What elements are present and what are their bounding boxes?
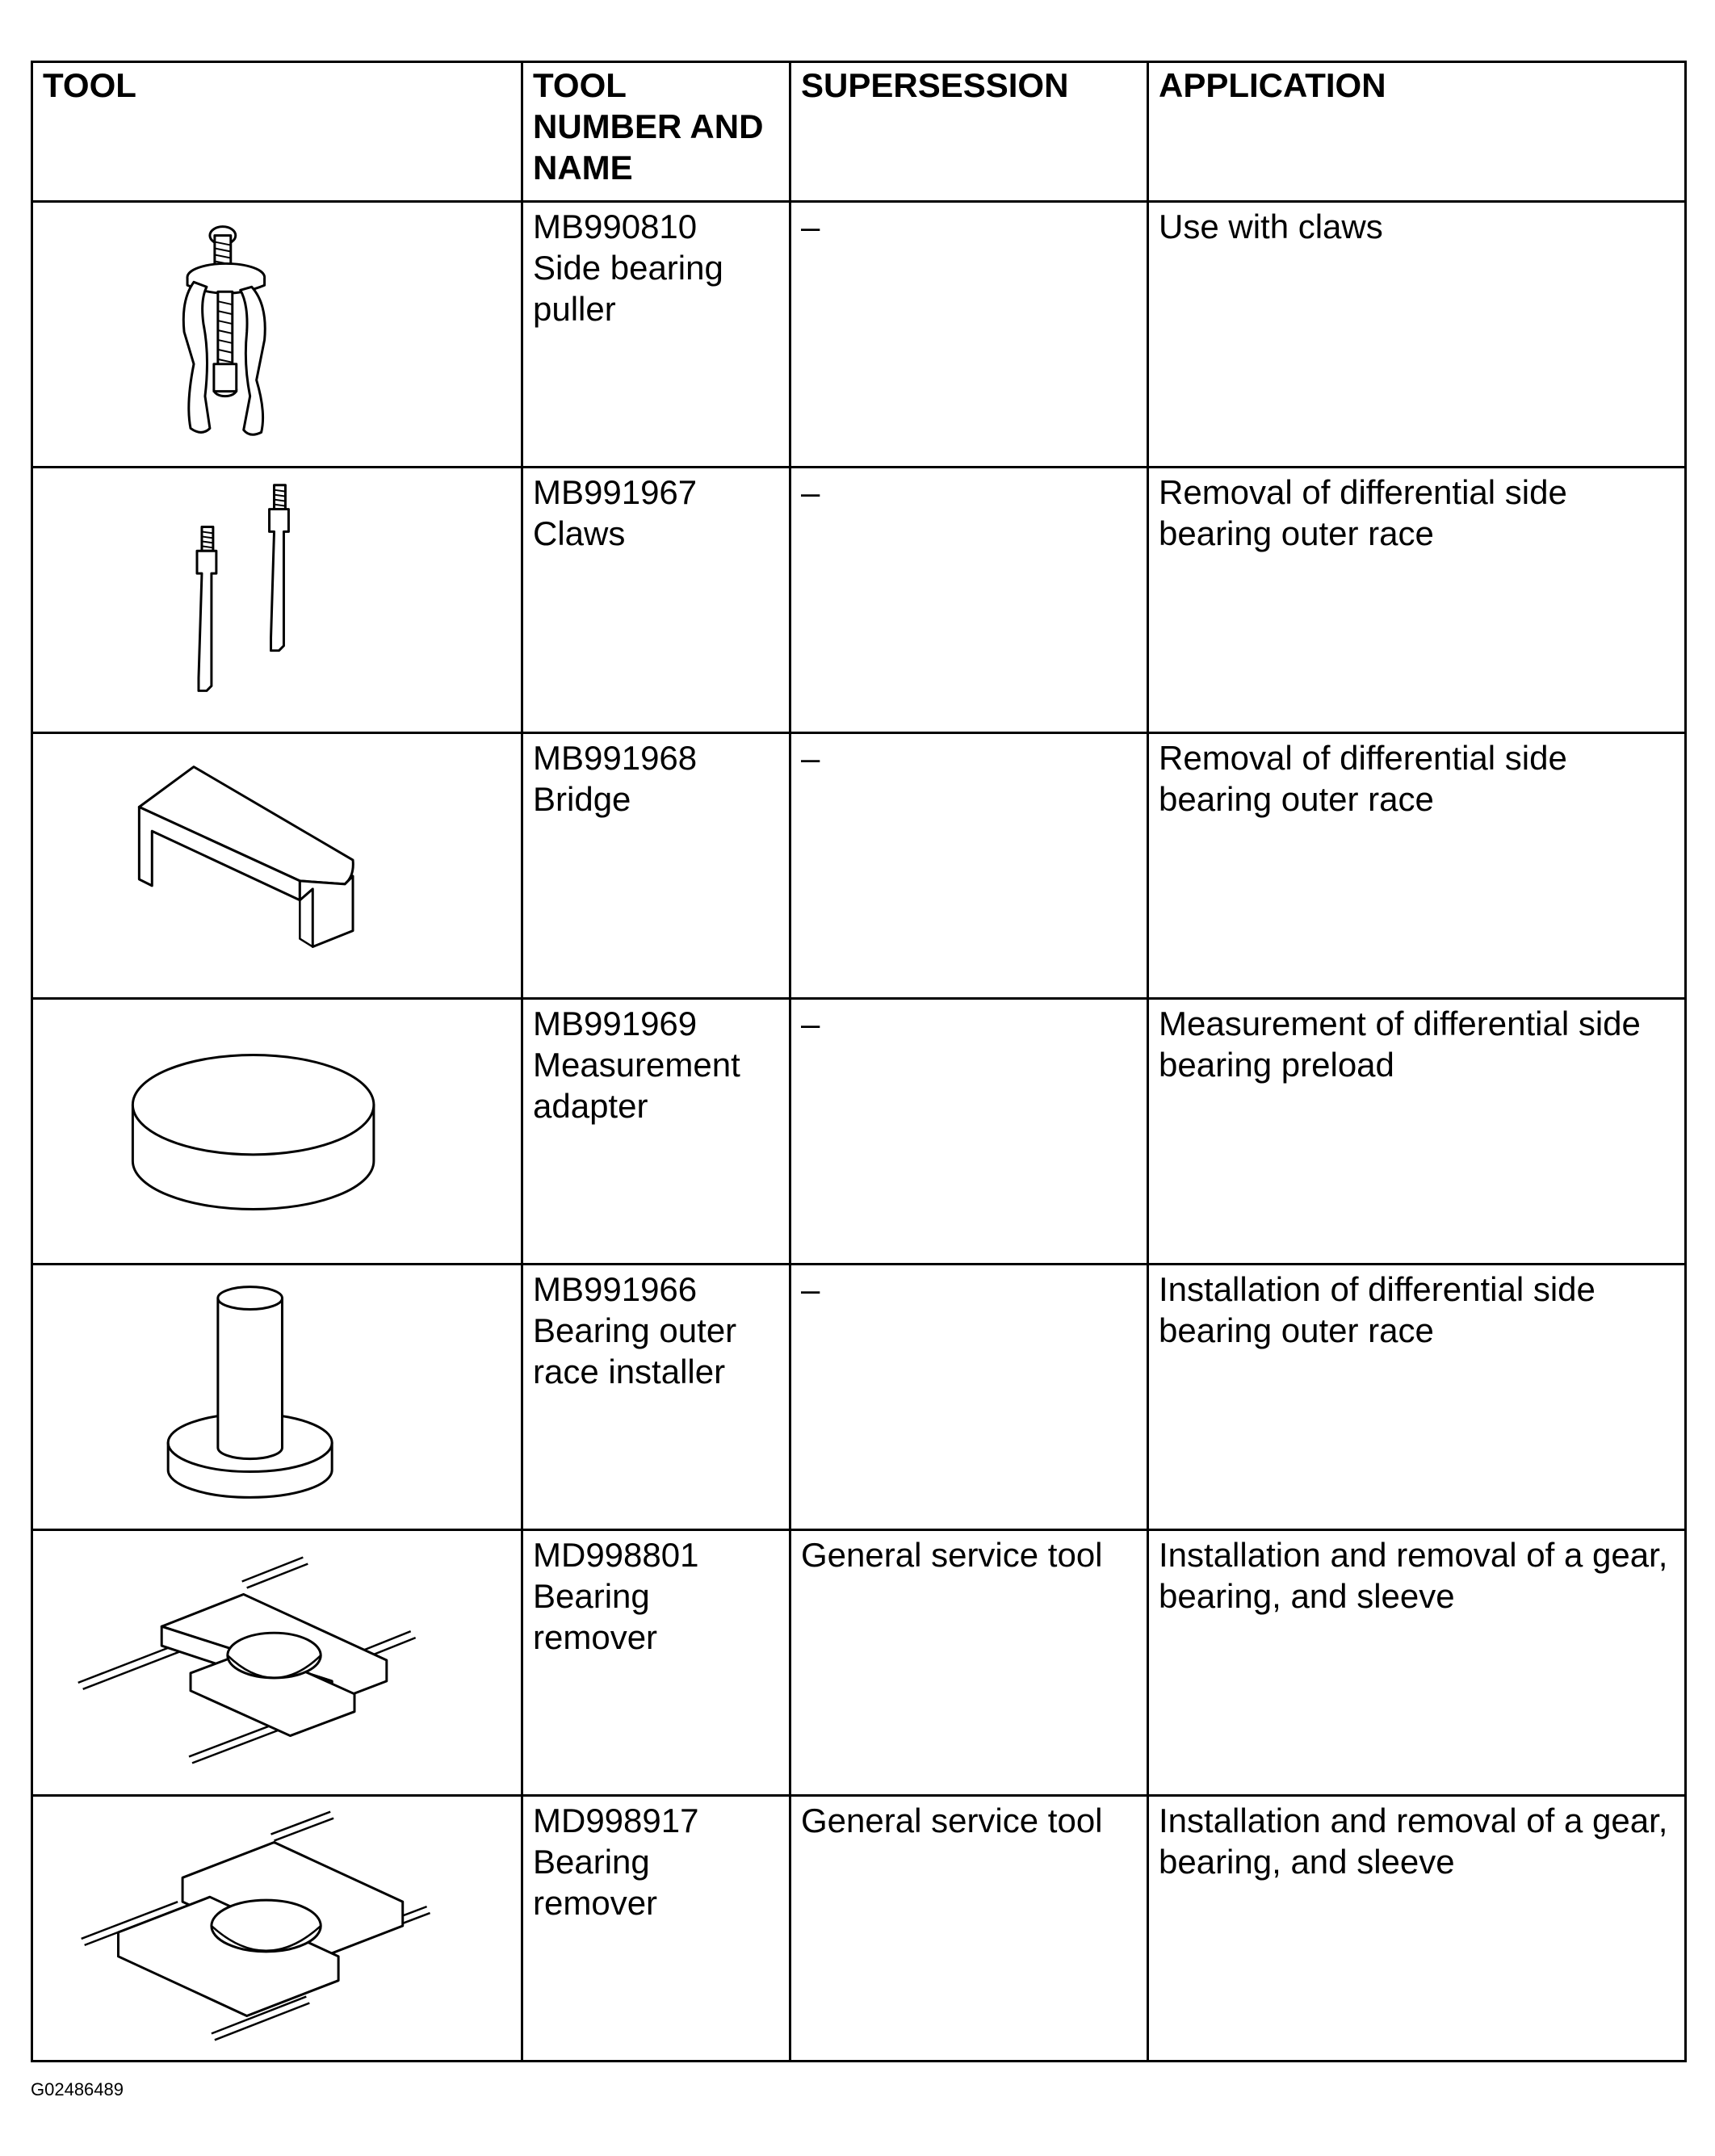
tool-number-cell	[522, 468, 790, 733]
header-application: APPLICATION	[1148, 62, 1686, 202]
supersession-value: General service tool	[801, 1536, 1103, 1574]
application-cell	[1148, 468, 1686, 733]
application-value: Installation and removal of a gear, bearing, and sleeve	[1159, 1536, 1668, 1615]
tool-name: Bearing outer race installer	[533, 1311, 737, 1390]
header-row	[32, 62, 1686, 202]
figure-code: G02486489	[31, 2079, 124, 2099]
tool-image-cell	[32, 733, 522, 999]
tool-name: Side bearing puller	[533, 249, 723, 328]
tool-number-cell	[522, 733, 790, 999]
supersession-cell	[790, 733, 1148, 999]
tool-number-cell	[522, 1265, 790, 1530]
supersession-value: –	[801, 1005, 820, 1042]
supersession-cell	[790, 1530, 1148, 1796]
application-value: Removal of differential side bearing outer race	[1159, 739, 1567, 818]
supersession-cell	[790, 999, 1148, 1265]
application-cell	[1148, 999, 1686, 1265]
supersession-value: –	[801, 208, 820, 245]
header-tool: TOOL	[32, 62, 522, 202]
supersession-value: –	[801, 473, 820, 511]
side-bearing-puller-illustration	[33, 203, 521, 466]
supersession-cell	[790, 468, 1148, 733]
header-tool-number-and-name: TOOL NUMBER AND NAME	[522, 62, 790, 202]
supersession-value: –	[801, 1270, 820, 1308]
measurement-adapter-illustration	[33, 1000, 521, 1263]
application-value: Removal of differential side bearing outer race	[1159, 473, 1567, 552]
supersession-value: General service tool	[801, 1802, 1103, 1839]
application-value: Measurement of differential side bearing preload	[1159, 1005, 1641, 1084]
tool-number-cell	[522, 202, 790, 468]
table-row	[32, 1265, 1686, 1530]
tool-number-cell	[522, 1796, 790, 2062]
application-value: Use with claws	[1159, 208, 1383, 245]
supersession-value: –	[801, 739, 820, 777]
table-row	[32, 1796, 1686, 2062]
tool-image-cell	[32, 468, 522, 733]
header-supersession: SUPERSESSION	[790, 62, 1148, 202]
application-value: Installation and removal of a gear, bearing, and sleeve	[1159, 1802, 1668, 1881]
tool-number-cell	[522, 999, 790, 1265]
application-cell	[1148, 1796, 1686, 2062]
special-tools-table	[31, 61, 1687, 2062]
bearing-remover-large-illustration	[33, 1797, 521, 2060]
application-cell	[1148, 202, 1686, 468]
tool-image-cell	[32, 1265, 522, 1530]
table-row	[32, 1530, 1686, 1796]
table-row	[32, 468, 1686, 733]
tool-name: Measurement adapter	[533, 1046, 740, 1125]
supersession-cell	[790, 202, 1148, 468]
table-row	[32, 202, 1686, 468]
tool-number: MB990810	[533, 208, 698, 245]
supersession-cell	[790, 1265, 1148, 1530]
tool-number: MB991966	[533, 1270, 698, 1308]
bearing-outer-race-installer-illustration	[33, 1265, 521, 1529]
application-value: Installation of differential side bearing outer race	[1159, 1270, 1595, 1349]
application-cell	[1148, 1265, 1686, 1530]
tool-number: MD998801	[533, 1536, 699, 1574]
tool-number: MD998917	[533, 1802, 699, 1839]
tool-image-cell	[32, 999, 522, 1265]
tool-number-cell	[522, 1530, 790, 1796]
tool-number: MB991968	[533, 739, 698, 777]
application-cell	[1148, 733, 1686, 999]
claws-illustration	[33, 468, 521, 732]
tool-number: MB991967	[533, 473, 698, 511]
table-row	[32, 733, 1686, 999]
application-cell	[1148, 1530, 1686, 1796]
tool-name: Bridge	[533, 780, 631, 818]
tool-name: Claws	[533, 514, 626, 552]
bearing-remover-illustration	[33, 1531, 521, 1794]
tool-image-cell	[32, 1796, 522, 2062]
tool-number: MB991969	[533, 1005, 698, 1042]
table-row	[32, 999, 1686, 1265]
tool-image-cell	[32, 1530, 522, 1796]
supersession-cell	[790, 1796, 1148, 2062]
bridge-illustration	[33, 734, 521, 997]
tool-name: Bearing remover	[533, 1843, 658, 1922]
tool-name: Bearing remover	[533, 1577, 658, 1656]
tool-image-cell	[32, 202, 522, 468]
